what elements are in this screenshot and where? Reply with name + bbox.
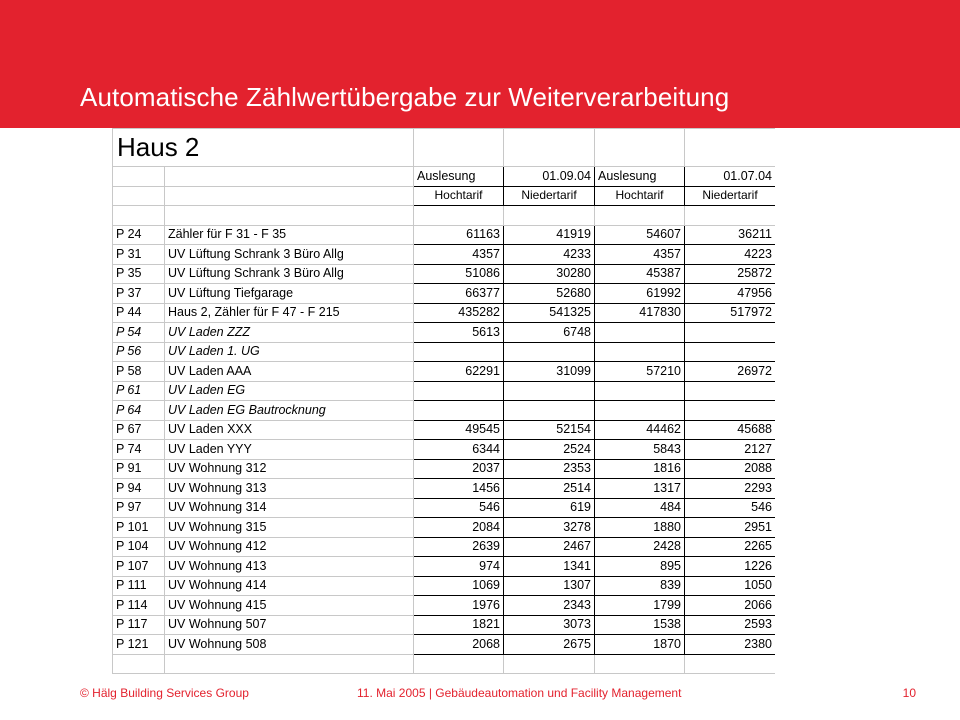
meter-code-cell: P 58 bbox=[113, 362, 165, 382]
table-row bbox=[113, 381, 776, 401]
meter-value-cell: 619 bbox=[504, 498, 595, 518]
meter-value-cell: 52154 bbox=[504, 420, 595, 440]
meter-code-cell: P 101 bbox=[113, 518, 165, 538]
meter-value-cell: 541325 bbox=[504, 303, 595, 323]
meter-value-cell: 3073 bbox=[504, 615, 595, 635]
table-row bbox=[113, 323, 776, 343]
table-row bbox=[113, 557, 776, 577]
meter-value-cell: 1069 bbox=[414, 576, 504, 596]
meter-description-cell: UV Wohnung 412 bbox=[165, 537, 414, 557]
meter-value-cell: 2380 bbox=[685, 635, 775, 655]
meter-value-cell: 4233 bbox=[504, 245, 595, 265]
meter-value-cell: 4357 bbox=[414, 245, 504, 265]
meter-value-cell: 1976 bbox=[414, 596, 504, 616]
meter-description-cell: UV Lüftung Schrank 3 Büro Allg bbox=[165, 245, 414, 265]
spacer-row bbox=[113, 654, 776, 674]
header-row-date bbox=[113, 167, 776, 187]
table-row bbox=[113, 420, 776, 440]
table-row bbox=[113, 225, 776, 245]
meter-description-cell: UV Wohnung 314 bbox=[165, 498, 414, 518]
sheet-title-row bbox=[113, 129, 776, 167]
meter-value-cell: 26972 bbox=[685, 362, 775, 382]
table-row bbox=[113, 596, 776, 616]
meter-description-cell: UV Laden 1. UG bbox=[165, 342, 414, 362]
meter-value-cell: 546 bbox=[414, 498, 504, 518]
header-cell: Auslesung bbox=[595, 167, 685, 187]
meter-value-cell bbox=[685, 342, 775, 362]
meter-value-cell: 61992 bbox=[595, 284, 685, 304]
table-row bbox=[113, 284, 776, 304]
table-row bbox=[113, 245, 776, 265]
meter-code-cell: P 44 bbox=[113, 303, 165, 323]
meter-value-cell bbox=[595, 381, 685, 401]
meter-value-cell bbox=[685, 323, 775, 343]
meter-value-cell: 1341 bbox=[504, 557, 595, 577]
meter-value-cell: 1317 bbox=[595, 479, 685, 499]
table-row bbox=[113, 518, 776, 538]
meter-value-cell: 2343 bbox=[504, 596, 595, 616]
meter-value-cell: 2293 bbox=[685, 479, 775, 499]
meter-value-cell: 2524 bbox=[504, 440, 595, 460]
meter-value-cell bbox=[595, 323, 685, 343]
meter-code-cell: P 104 bbox=[113, 537, 165, 557]
sheet-title: Haus 2 bbox=[113, 129, 414, 167]
meter-description-cell: Haus 2, Zähler für F 47 - F 215 bbox=[165, 303, 414, 323]
table-row bbox=[113, 459, 776, 479]
meter-value-cell: 2037 bbox=[414, 459, 504, 479]
meter-value-cell: 435282 bbox=[414, 303, 504, 323]
meter-code-cell: P 97 bbox=[113, 498, 165, 518]
header-cell: Auslesung bbox=[414, 167, 504, 187]
meter-value-cell: 1880 bbox=[595, 518, 685, 538]
meter-value-cell: 1816 bbox=[595, 459, 685, 479]
meter-code-cell: P 67 bbox=[113, 420, 165, 440]
meter-value-cell bbox=[504, 401, 595, 421]
meter-value-cell: 2593 bbox=[685, 615, 775, 635]
meter-value-cell: 2639 bbox=[414, 537, 504, 557]
header-cell: Hochtarif bbox=[595, 186, 685, 206]
table-row bbox=[113, 440, 776, 460]
table-row bbox=[113, 264, 776, 284]
footer-date-topic: 11. Mai 2005 | Gebäudeautomation und Facility Management bbox=[357, 686, 682, 700]
meter-value-cell: 839 bbox=[595, 576, 685, 596]
meter-value-cell bbox=[685, 381, 775, 401]
meter-code-cell: P 94 bbox=[113, 479, 165, 499]
meter-value-cell: 62291 bbox=[414, 362, 504, 382]
meter-value-cell: 484 bbox=[595, 498, 685, 518]
meter-value-cell: 44462 bbox=[595, 420, 685, 440]
table-row bbox=[113, 635, 776, 655]
meter-value-cell: 5613 bbox=[414, 323, 504, 343]
meter-value-cell: 2088 bbox=[685, 459, 775, 479]
meter-description-cell: UV Wohnung 508 bbox=[165, 635, 414, 655]
meter-description-cell: UV Laden EG bbox=[165, 381, 414, 401]
meter-value-cell: 57210 bbox=[595, 362, 685, 382]
meter-value-cell bbox=[504, 342, 595, 362]
meter-value-cell: 2068 bbox=[414, 635, 504, 655]
meter-value-cell: 6344 bbox=[414, 440, 504, 460]
meter-code-cell: P 61 bbox=[113, 381, 165, 401]
header-cell: 01.09.04 bbox=[504, 167, 595, 187]
meter-value-cell: 61163 bbox=[414, 225, 504, 245]
meter-code-cell: P 54 bbox=[113, 323, 165, 343]
meter-value-cell: 49545 bbox=[414, 420, 504, 440]
header-cell: Niedertarif bbox=[504, 186, 595, 206]
meter-value-cell: 3278 bbox=[504, 518, 595, 538]
meter-code-cell: P 56 bbox=[113, 342, 165, 362]
meter-description-cell: UV Wohnung 415 bbox=[165, 596, 414, 616]
table-row bbox=[113, 362, 776, 382]
meter-value-cell: 1870 bbox=[595, 635, 685, 655]
meter-value-cell bbox=[595, 342, 685, 362]
table-row bbox=[113, 576, 776, 596]
table-row bbox=[113, 615, 776, 635]
meter-code-cell: P 121 bbox=[113, 635, 165, 655]
meter-value-cell: 51086 bbox=[414, 264, 504, 284]
meter-value-cell: 31099 bbox=[504, 362, 595, 382]
slide-title: Automatische Zählwertübergabe zur Weiterverarbeitung bbox=[80, 82, 730, 112]
meter-value-cell bbox=[685, 401, 775, 421]
meter-value-cell: 30280 bbox=[504, 264, 595, 284]
meter-value-cell: 1456 bbox=[414, 479, 504, 499]
meter-value-cell: 2127 bbox=[685, 440, 775, 460]
meter-value-cell: 2675 bbox=[504, 635, 595, 655]
meter-value-cell: 517972 bbox=[685, 303, 775, 323]
table-row bbox=[113, 498, 776, 518]
meter-value-cell: 45688 bbox=[685, 420, 775, 440]
meter-code-cell: P 111 bbox=[113, 576, 165, 596]
meter-description-cell: UV Lüftung Schrank 3 Büro Allg bbox=[165, 264, 414, 284]
meter-code-cell: P 117 bbox=[113, 615, 165, 635]
meter-description-cell: UV Wohnung 414 bbox=[165, 576, 414, 596]
meter-value-cell: 1799 bbox=[595, 596, 685, 616]
meter-value-cell: 41919 bbox=[504, 225, 595, 245]
meter-value-cell: 417830 bbox=[595, 303, 685, 323]
meter-value-cell: 5843 bbox=[595, 440, 685, 460]
meter-description-cell: UV Laden YYY bbox=[165, 440, 414, 460]
meter-description-cell: UV Laden AAA bbox=[165, 362, 414, 382]
header-row-tariff bbox=[113, 186, 776, 206]
meter-code-cell: P 74 bbox=[113, 440, 165, 460]
meter-value-cell: 1226 bbox=[685, 557, 775, 577]
meter-code-cell: P 107 bbox=[113, 557, 165, 577]
meter-description-cell: UV Wohnung 312 bbox=[165, 459, 414, 479]
meter-code-cell: P 37 bbox=[113, 284, 165, 304]
meter-description-cell: UV Laden ZZZ bbox=[165, 323, 414, 343]
spreadsheet bbox=[112, 128, 775, 678]
meter-value-cell: 4223 bbox=[685, 245, 775, 265]
table-row bbox=[113, 303, 776, 323]
meter-value-cell: 2066 bbox=[685, 596, 775, 616]
meter-description-cell: UV Wohnung 507 bbox=[165, 615, 414, 635]
meter-value-cell: 1050 bbox=[685, 576, 775, 596]
table-row bbox=[113, 479, 776, 499]
meter-description-cell: UV Wohnung 315 bbox=[165, 518, 414, 538]
table-row bbox=[113, 342, 776, 362]
meter-value-cell: 2265 bbox=[685, 537, 775, 557]
meter-value-cell: 4357 bbox=[595, 245, 685, 265]
footer-page-number: 10 bbox=[902, 686, 916, 700]
meter-code-cell: P 35 bbox=[113, 264, 165, 284]
meter-value-cell: 6748 bbox=[504, 323, 595, 343]
meter-value-cell bbox=[414, 342, 504, 362]
meter-value-cell bbox=[414, 401, 504, 421]
meter-value-cell bbox=[414, 381, 504, 401]
header-cell: Niedertarif bbox=[685, 186, 775, 206]
meter-value-cell: 974 bbox=[414, 557, 504, 577]
header-cell: 01.07.04 bbox=[685, 167, 775, 187]
meter-value-cell: 546 bbox=[685, 498, 775, 518]
meter-value-cell bbox=[504, 381, 595, 401]
meter-code-cell: P 114 bbox=[113, 596, 165, 616]
meter-description-cell: UV Laden XXX bbox=[165, 420, 414, 440]
meter-code-cell: P 24 bbox=[113, 225, 165, 245]
table-row bbox=[113, 401, 776, 421]
table-row bbox=[113, 537, 776, 557]
meter-value-cell: 895 bbox=[595, 557, 685, 577]
meter-code-cell: P 31 bbox=[113, 245, 165, 265]
meter-description-cell: UV Laden EG Bautrocknung bbox=[165, 401, 414, 421]
spacer-row bbox=[113, 206, 776, 226]
meter-value-cell: 54607 bbox=[595, 225, 685, 245]
meter-description-cell: UV Lüftung Tiefgarage bbox=[165, 284, 414, 304]
meter-table bbox=[112, 128, 775, 674]
meter-value-cell: 36211 bbox=[685, 225, 775, 245]
meter-value-cell: 25872 bbox=[685, 264, 775, 284]
meter-value-cell: 2084 bbox=[414, 518, 504, 538]
meter-value-cell: 47956 bbox=[685, 284, 775, 304]
meter-value-cell: 1538 bbox=[595, 615, 685, 635]
meter-description-cell: UV Wohnung 313 bbox=[165, 479, 414, 499]
meter-description-cell: UV Wohnung 413 bbox=[165, 557, 414, 577]
meter-description-cell: Zähler für F 31 - F 35 bbox=[165, 225, 414, 245]
meter-value-cell: 2353 bbox=[504, 459, 595, 479]
meter-value-cell: 2514 bbox=[504, 479, 595, 499]
meter-value-cell bbox=[595, 401, 685, 421]
meter-code-cell: P 91 bbox=[113, 459, 165, 479]
meter-code-cell: P 64 bbox=[113, 401, 165, 421]
meter-value-cell: 52680 bbox=[504, 284, 595, 304]
meter-value-cell: 66377 bbox=[414, 284, 504, 304]
meter-value-cell: 2467 bbox=[504, 537, 595, 557]
meter-value-cell: 1307 bbox=[504, 576, 595, 596]
meter-value-cell: 2428 bbox=[595, 537, 685, 557]
meter-value-cell: 2951 bbox=[685, 518, 775, 538]
meter-value-cell: 45387 bbox=[595, 264, 685, 284]
meter-value-cell: 1821 bbox=[414, 615, 504, 635]
footer-company: © Hälg Building Services Group bbox=[80, 686, 249, 700]
header-cell: Hochtarif bbox=[414, 186, 504, 206]
